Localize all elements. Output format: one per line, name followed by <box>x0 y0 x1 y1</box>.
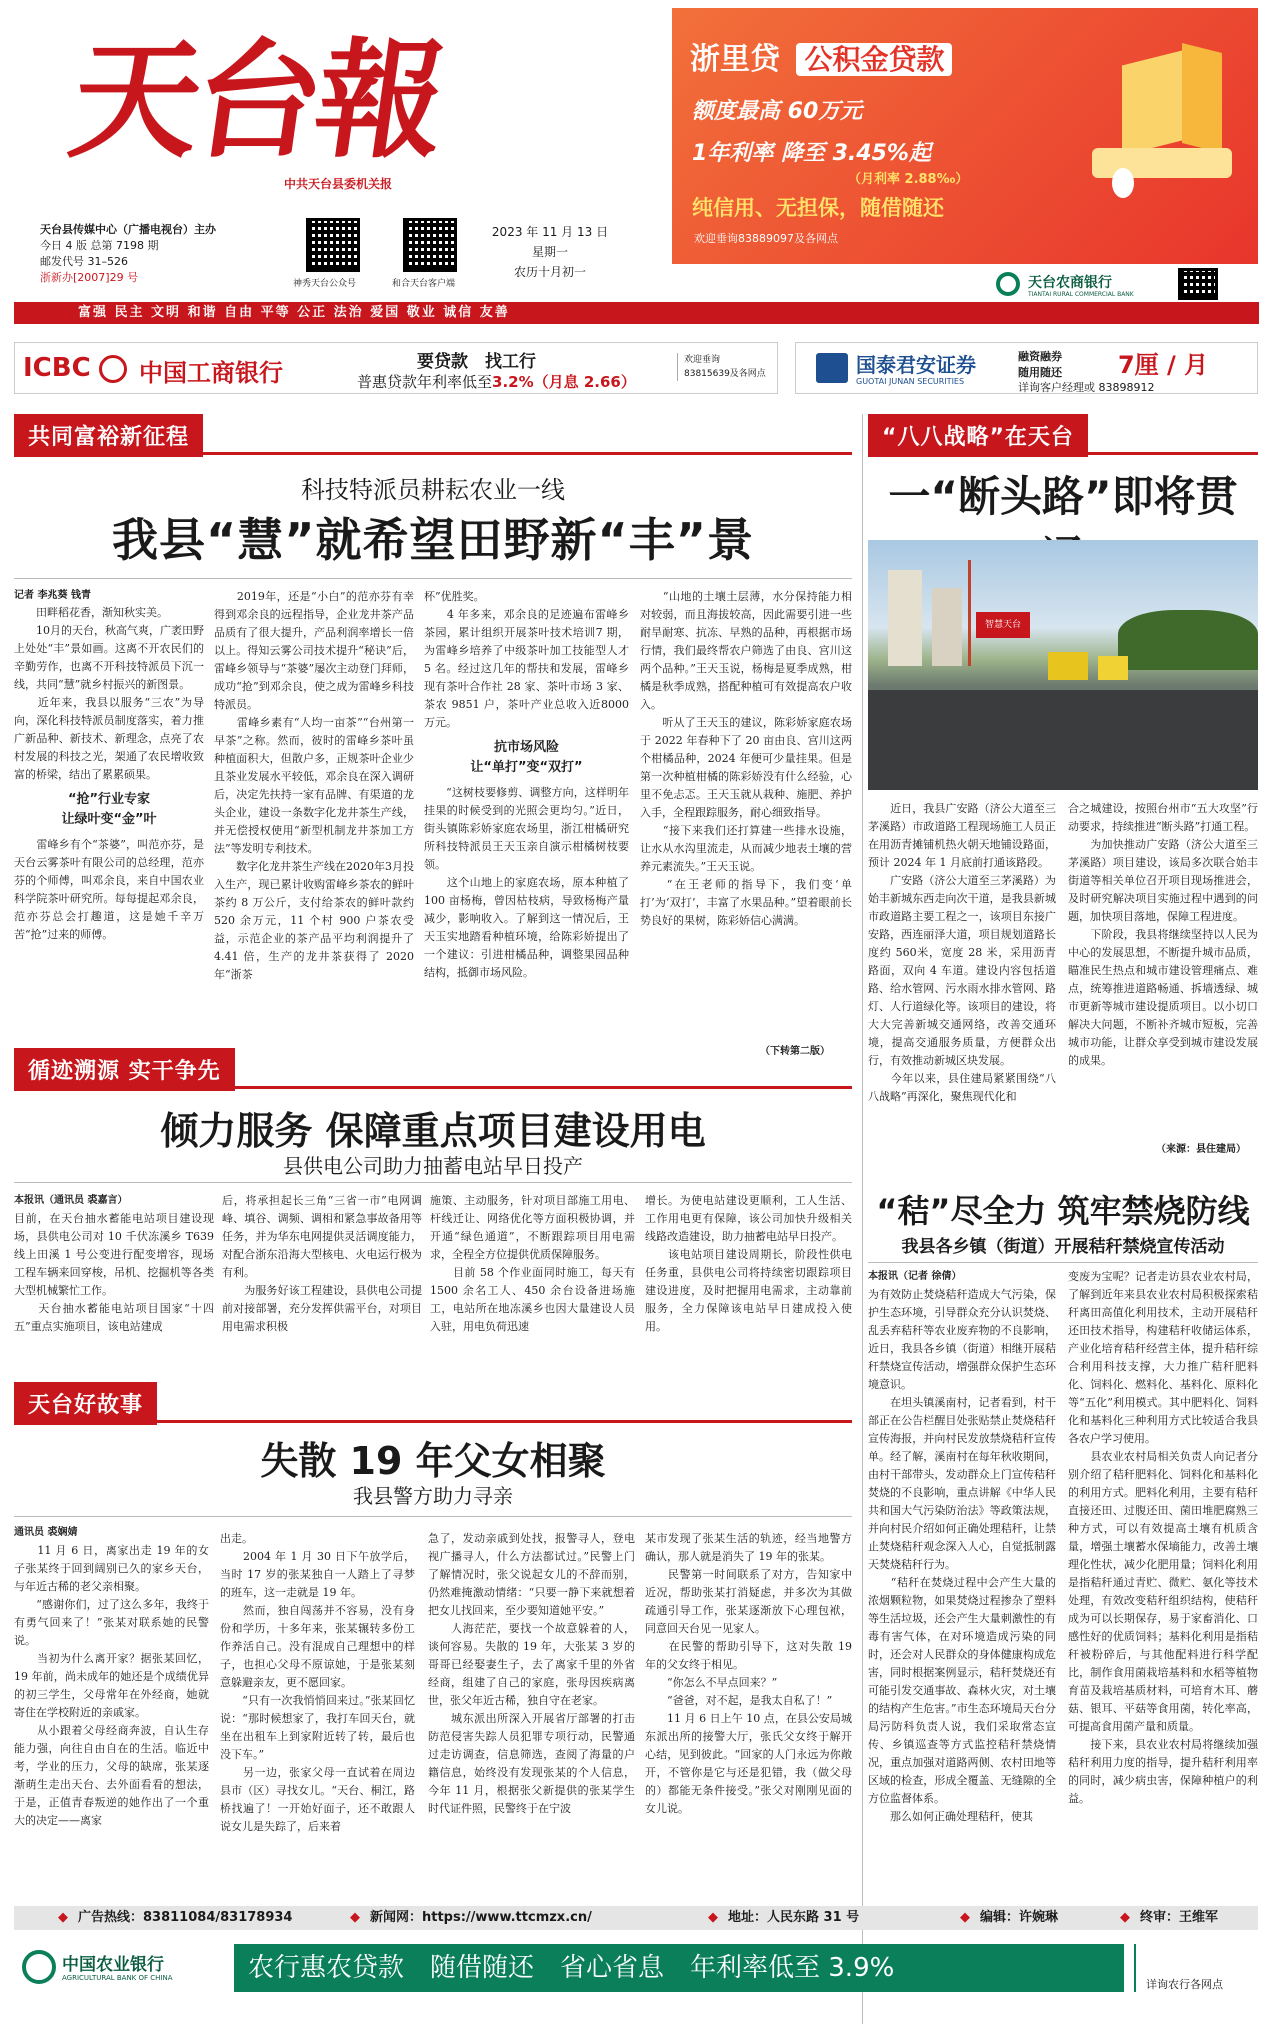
article-column <box>14 1524 209 1894</box>
photo-crane <box>968 560 971 666</box>
article-column <box>428 1530 635 1894</box>
icbc-contact: 欢迎垂询 83815639及各网点 <box>677 353 766 381</box>
article-kicker: 科技特派员耕耘农业一线 <box>301 476 565 504</box>
rural-bank-name: 天台农商银行 <box>1028 275 1112 291</box>
publisher: 天台县传媒中心（广播电视台）主办 <box>40 223 216 236</box>
article-column <box>868 1268 1056 1892</box>
article-headline[interactable]: 一“断头路”即将贯 <box>888 472 1238 521</box>
article-paragraph: 急了，发动亲戚到处找，报警寻人，登电视广播寻人，什么方法都试过。”民警上门了解情况时，张父说起女儿的不辞而别，仍然难掩激动情绪：“只要一静下来就想着把女儿找回来，至少要知道她平安。” 人海茫茫，要找一个故意躲着的人，谈何容易。失散的 19 年，大张某 3 岁的哥哥已经娶妻生子，去了离家千里的外省经商，组建了自己的家庭，张母因疾病离世，张父年近古稀，独自守在老家。 城东派出所深入开展省厅部署的打击防范侵害失踪人员犯罪专项行动，民警通过走访调查，信息筛选，查阅了海量的户籍信息，始终没有发现张某的个人信息，今年 11 月，根据张父新提供的张某学生时代证件照，民警终于在宁波 <box>428 1532 635 1815</box>
article-paragraph: 杯”优胜奖。 4 年多来，邓余良的足迹遍布雷峰乡茶园，累计组织开展茶叶技术培训7 期，为雷峰乡培养了中级茶叶加工技能型人才 5 名。经过这几年的帮扶和发展，雷峰乡现有茶叶合作社 28 家、茶叶市场 3 家、茶农 9851 户，茶叶产业总收入近8000 万元。 <box>424 590 629 729</box>
date: 2023 年 11 月 13 日 <box>491 225 609 239</box>
divider <box>14 1516 852 1517</box>
footer-address: 地址：人民东路 31 号 <box>728 1910 860 1925</box>
weekday: 星期一 <box>531 245 568 259</box>
article-source: （来源：县住建局） <box>1156 1144 1246 1155</box>
section-rule <box>14 452 852 455</box>
icbc-ad[interactable] <box>14 342 778 394</box>
article-headline[interactable]: 倾力服务 保障重点项目建设用电 <box>160 1109 706 1153</box>
article-paragraph: 合之城建设，按照台州市“五大攻坚”行动要求，持续推进“断头路”打通工程。 为加快推动广安路（济公大道至三茅溪路）项目建设，该局多次联合始丰街道等相关单位召开项目现场推进会，及时研究解决项目实施过程中遇到的问题，加快项目落地，保障工程进度。 下阶段，我县将继续坚持以人民为中心的发展思想，不断提升城市品质，瞄准民生热点和城市建设管理痛点、难点，统筹推进道路畅通、拆墙透绿、城市更新等城市建设提质项目。以小切口解决大问题，不断补齐城市短板，完善城市功能，让群众享受到城市建设发展的成果。 <box>1068 802 1258 1067</box>
section-tag: 循迹溯源 实干争先 <box>14 1048 235 1091</box>
column-divider <box>862 414 863 2024</box>
article-byline: 记者 李兆葵 钱青 <box>14 590 91 601</box>
article-paragraph: 田畔稻花香，渐知秋实美。 10月的天台，秋高气爽，广袤田野上处处“丰”景如画。这离不开农民们的辛勤劳作，也离不开科技特派员下沉一线，共同“慧”就乡村振兴的新图景。 近年来，我县以服务“三农”为导向，深化科技特派员制度落实，着力推广新品种、新技术、新理念，点亮了农村发展的科技之光，架通了农民增收致富的桥梁，结出了累累硕果。 <box>14 606 204 781</box>
photo-road <box>868 690 1258 790</box>
article-paragraph: 11 月 6 日，离家出走 19 年的女子张某终于回到阔别已久的家乡天台，与年近古稀的老父亲相聚。 “感谢你们，过了这么多年，我终于有勇气回来了！”张某对联系她的民警说。 当初为什么离开家？据张某回忆，19 年前，尚未成年的她还是个成绩优异的初三学生，父母常年在外经商，她就寄住在学校附近的亲戚家。 从小跟着父母经商奔波，自认生存能力强，向往自由自在的生活。临近中考，学业的压力，父母的缺席，张某逐渐萌生走出天台、去外面看看的想法，于是，正值青春叛逆的她作出了一个重大的决定——离家 <box>14 1544 209 1827</box>
postal-code: 邮发代号 31–526 <box>40 255 128 268</box>
footer-bar <box>14 1906 1258 1930</box>
ad-brand <box>690 34 952 78</box>
qr-code[interactable] <box>403 218 457 272</box>
edit-icon: ◆ <box>960 1910 970 1925</box>
guotai-ad[interactable] <box>795 342 1258 394</box>
article-column <box>14 604 204 1060</box>
footer-final: 终审：王维军 <box>1140 1910 1219 1925</box>
abc-logo-icon <box>22 1950 56 1984</box>
abc-name-en: AGRICULTURAL BANK OF CHINA <box>62 1974 173 1982</box>
ad-line1: 额度最高 60万元 <box>692 99 863 124</box>
article-paragraph: 变废为宝呢？记者走访县农业农村局，了解到近年来县农业农村局积极探索秸秆离田高值化利用技术，主动开展秸秆还田技术指导，构建秸秆收储运体系，产业化培育秸秆经营主体，提升秸秆综合利用科技支撑，大力推广秸秆肥料化、饲料化、燃料化、基料化、原料化等“五化”利用模式。其中肥料化、饲料化和基料化三种利用方式比较适合我县各农户学习使用。 县农业农村局相关负责人向记者分别介绍了秸秆肥料化、饲料化和基料化的利用方式。肥料化利用，主要有秸秆直接还田、过腹还田、菌田堆肥腐熟三种方式，可以有效提高土壤有机质含量，增强土壤蓄水保墒能力，改善土壤理化性状，减少化肥用量；饲料化利用是指秸秆通过青贮、微贮、氨化等技术处理，有效改变秸秆组织结构，使秸秆成为可以长期保存，易于家畜消化、口感性好的优质饲料；基料化利用是指秸秆被粉碎后，与其他配料进行科学配比，制作食用菌栽培基料和水稻等植物育苗及栽培基质材料，可培育木耳、蘑菇、银耳、平菇等食用菌，转化率高，可提高食用菌产量和质量。 接下来，县农业农村局将继续加强秸秆利用力度的指导，提升秸秆利用率的同时，减少病虫害，保障种植户的利益。 <box>1068 1270 1258 1805</box>
edition: 今日 4 版 总第 7198 期 <box>40 239 159 252</box>
photo-paver <box>1048 652 1088 680</box>
photo-building <box>932 588 962 666</box>
photo-roller <box>1098 656 1128 680</box>
ad-product: 公积金贷款 <box>796 43 952 76</box>
guotai-logo-icon <box>816 353 848 383</box>
article-paragraph: “这树枝要修剪、调整方向，这样明年挂果的时候受到的光照会更均匀。”近日，街头镇陈彩娇家庭农场里，浙江柑橘研究所科技特派员王天玉亲自演示柑橘树枝要领。 这个山地上的家庭农场，原本种植了 100 亩杨梅，曾因枯枝病，导致杨梅产量减少，影响收入。了解到这一情况后，王天玉实地踏看种植环境，给陈彩娇提出了一个建议：引进柑橘品种，调整果园品种结构，抵御市场风险。 <box>424 786 629 979</box>
photo-building <box>888 570 922 666</box>
article-paragraph: 雷峰乡有个“茶婆”，叫范亦芬，是天台云雾茶叶有限公司的总经理，范亦芬的个师傅，叫邓余良，来自中国农业科学院茶叶研究所。每每提起邓余良，范亦芬总会打趣道，这是她千辛万苦“抢”过来的师傅。 <box>14 838 204 941</box>
section-rule <box>14 1086 852 1089</box>
guotai-name: 国泰君安证券 <box>856 353 976 377</box>
ad-brand-name: 浙里贷 <box>690 42 780 77</box>
footer-news-net[interactable]: 新闻网：https://www.ttcmzx.cn/ <box>370 1910 592 1925</box>
building-illustration <box>1092 48 1232 198</box>
article-column <box>214 588 414 1060</box>
article-subhead: 抗市场风险 让“单打”变“双打” <box>470 740 583 775</box>
continue-note[interactable]: （下转第二版） <box>760 1046 830 1057</box>
guotai-name-en: GUOTAI JUNAN SECURITIES <box>856 377 965 386</box>
icbc-rate-line <box>357 371 636 392</box>
article-paragraph: 增长。为使电站建设更顺利，工人生活、工作用电更有保障，该公司加快升级相关线路改造建设，助力抽蓄电站早日投产。 该电站项目建设周期长，阶段性供电任务重，县供电公司将持续密切跟踪项目建设进度，及时把握用电需求，主动靠前服务，全力保障该电站早日建成投入使用。 <box>645 1194 852 1333</box>
article-paragraph: 目前，在天台抽水蓄能电站项目建设现场，县供电公司对 10 千伏冻溪乡 T639 线上田溪 1 号公变进行配变增容，现场工程车辆来回穿梭，吊机、挖掘机等各类大型机械繁忙工作。 天台抽水蓄能电站项目国家“十四五”重点实施项目，该电站建成 <box>14 1212 214 1333</box>
section-tag: 共同富裕新征程 <box>14 414 203 457</box>
newspaper-title: 天台報 <box>61 26 450 176</box>
article-column <box>1068 800 1258 1140</box>
article-paragraph: 出走。 2004 年 1 月 30 日下午放学后，当时 17 岁的张某独自一人踏上了寻梦的班车，这一走就是 19 年。 然而，独自闯荡并不容易，没有身份和学历，十多年来，张某辗转多份工作养活自己。没有混成自己理想中的样子，也担心父母不原谅她，于是张某刻意躲避亲友，更不愿回家。 “只有一次我悄悄回来过。”张某回忆说：“那时候想家了，我打车回天台，就坐在出租车上到家附近转了转，最后也没下车。” 另一边，张家父母一直试着在周边县市（区）寻找女儿。“天台、桐江，路桥找遍了！一开始好面子，还不敢跟人说女儿是失踪了，后来着 <box>220 1532 415 1833</box>
divider <box>14 1182 852 1183</box>
issue-date <box>490 222 610 282</box>
article-paragraph: 2019年，还是“小白”的范亦芬有幸得到邓余良的远程指导，企业龙井茶产品品质有了很大提升，产品利润率增长一倍以上。得知云雾公司技术提升“秘诀”后，雷峰乡领导与“茶婆”屡次主动登门拜师，成功“抢”到邓余良，使之成为雷峰乡科技特派员。 雷峰乡素有“人均一亩茶”“台州第一早茶”之称。然而，彼时的雷峰乡茶叶虽种植面积大，但散户多，正规茶叶企业少且茶业发展水平较低，邓余良在深入调研后，决定先扶持一家有品牌、有渠道的龙头企业，建设一条数字化龙井茶生产线，并无偿授权使用“新型机制龙井茶加工方法”等发明专利技术。 数字化龙井茶生产线在2020年3月投入生产，现已累计收购雷峰乡茶农的鲜叶茶约 8 万公斤，支付给茶农的鲜叶款约 520 余万元，11 个村 900 户茶农受益，示范企业的茶产品平均利润提升了 4.41 倍，生产的龙井茶获得了 2020 年“浙茶 <box>214 590 414 981</box>
article-headline[interactable]: “秸”尽全力 筑牢禁烧防线 <box>876 1192 1250 1230</box>
article-subtitle: 县供电公司助力抽蓄电站早日投产 <box>283 1154 583 1178</box>
loan-ad[interactable] <box>672 8 1258 264</box>
phone-icon: ◆ <box>58 1910 68 1925</box>
ad-line2: 1年利率 降至 3.45%起 <box>692 141 931 166</box>
web-icon: ◆ <box>350 1910 360 1925</box>
icbc-logo-icon <box>99 355 127 383</box>
icbc-slogan: 要贷款 找工行 <box>417 352 536 372</box>
divider <box>14 578 852 579</box>
article-column <box>868 800 1056 1140</box>
values-banner: 富强 民主 文明 和谐 自由 平等 公正 法治 爱国 敬业 诚信 友善 <box>14 302 1259 324</box>
final-icon: ◆ <box>1120 1910 1130 1925</box>
article-column <box>220 1530 415 1894</box>
ad-divider <box>1134 1944 1136 1992</box>
article-column <box>645 1530 852 1894</box>
ad-line3: 纯信用、无担保，随借随还 <box>692 196 944 220</box>
ad-hotline: 欢迎垂询83889097及各网点 <box>694 232 838 245</box>
icbc-rate: 3.2%（月息 2.66） <box>492 373 636 391</box>
article-column <box>14 1192 214 1362</box>
article-paragraph: 后，将承担起长三角“三省一市”电网调峰、填谷、调频、调相和紧急事故备用等任务，并为华东电网提供灵活调度能力，对配合浙东沿海大型核电、火电运行极为有利。 为服务好该工程建设，县供电公司提前对接部署，充分发挥供需平台，对项目用电需求积极 <box>222 1194 422 1333</box>
article-column <box>430 1192 635 1362</box>
icbc-name: 中国工商银行 <box>139 359 283 387</box>
license: 浙新办[2007]29 号 <box>40 271 139 284</box>
article-headline[interactable]: 失散 19 年父女相聚 <box>260 1439 606 1483</box>
rural-bank-logo <box>996 272 1020 296</box>
article-column <box>222 1192 422 1362</box>
road-photo[interactable] <box>868 540 1258 790</box>
guotai-contact: 详询客户经理或 83898912 <box>1018 381 1155 394</box>
article-subhead: “抢”行业专家 让绿叶变“金”叶 <box>61 792 157 827</box>
publisher-info <box>40 222 300 286</box>
abc-slogan: 农行惠农贷款 随借随还 省心省息 年利率低至 3.9% <box>234 1944 1124 1992</box>
divider <box>868 1262 1258 1263</box>
article-headline[interactable]: 我县“慧”就希望田野新“丰”景 <box>112 513 754 567</box>
guotai-rate: 7厘 / 月 <box>1118 351 1209 379</box>
abc-ad[interactable] <box>14 1938 1258 1998</box>
guotai-service: 融资融券 随用随还 <box>1018 350 1062 379</box>
lunar-date: 农历十月初一 <box>513 265 586 279</box>
article-paragraph: 为有效防止焚烧秸秆造成大气污染，保护生态环境，引导群众充分认识焚烧、乱丢弃秸秆等农业废弃物的不良影响，近日，我县各乡镇（街道）相继开展秸秆禁烧宣传活动，增强群众保护生态环境意识。 在坦头镇溪南村，记者看到，村干部正在公告栏醒目处张贴禁止焚烧秸秆宣传海报，并向村民发放禁烧秸秆宣传单。经了解，溪南村在每年秋收期间，由村干部带头，发动群众上门宣传秸秆焚烧的不良影响，重点讲解《中华人民共和国大气污染防治法》等政策法规，并向村民介绍如何正确处理秸秆，让禁止焚烧秸秆观念深入人心，自觉抵制露天焚烧秸秆行为。 “秸秆在焚烧过程中会产生大量的浓烟颗粒物，如果焚烧过程掺杂了塑料等生活垃圾，还会产生大量刺激性的有毒有害气体，在对环境造成污染的同时，还会对人民群众的身体健康构成危害，同时根据案例显示，秸秆焚烧还有可能引发交通事故、森林火灾，对土壤的结构产生危害。”市生态环境局天台分局污防科负责人说，我们采取常态宣传、乡镇巡查等方式监控秸秆禁烧情况，重点加强对道路两侧、农村田地等区域的检查，形成全覆盖、无缝隙的全方位监督体系。 那么如何正确处理秸秆，使其 <box>868 1288 1056 1823</box>
article-column <box>640 588 852 1040</box>
article-byline: 本报讯（记者 徐倩） <box>868 1271 962 1282</box>
article-paragraph: “山地的土壤土层薄，水分保持能力相对较弱，而且海拔较高，因此需要引进一些耐旱耐寒、抗冻、早熟的品种，再根据市场行情，我们最终帮农户筛选了由良、宫川这两个品种。”王天玉说，杨梅是夏季成熟，柑橘是秋季成熟，搭配种植可有效提高农户收入。 听从了王天玉的建议，陈彩娇家庭农场于 2022 年春种下了 20 亩由良、宫川这两个柑橘品种，2024 年便可少量挂果。但是第一次种植柑橘的陈彩娇没有什么经验，心里不免忐忑。王天玉就从栽种、施肥、养护入手，全程跟踪服务，耐心细致指导。 “接下来我们还打算建一些排水设施，让水从水沟里流走，从而减少地表土壤的营养元素流失。”王天玉说。 “在王老师的指导下，我们变‘单打’为‘双打’，丰富了水果品种。”望着眼前长势良好的果树，陈彩娇信心满满。 <box>640 590 852 927</box>
icbc-logo-text: ICBC <box>23 353 91 383</box>
qr-label: 和合天台客户端 <box>392 279 456 289</box>
article-subtitle: 我县各乡镇（街道）开展秸秆禁烧宣传活动 <box>901 1237 1225 1257</box>
address-icon: ◆ <box>708 1910 718 1925</box>
section-rule <box>14 1420 852 1423</box>
photo-sign: 智慧天台 <box>976 612 1030 638</box>
qr-label: 神秀天台公众号 <box>293 279 357 289</box>
newspaper-subtitle: 中共天台县委机关报 <box>284 177 393 191</box>
rural-bank-en: TIANTAI RURAL COMMERCIAL BANK <box>1028 291 1134 298</box>
abc-name: 中国农业银行 <box>62 1955 164 1975</box>
section-rule <box>868 452 1258 455</box>
article-paragraph: 某市发现了张某生活的轨迹，经当地警方确认，那人就是消失了 19 年的张某。 民警第一时间联系了对方，告知家中近况，帮助张某打消疑虑，并多次为其做疏通引导工作，张某逐渐放下心理包袱，同意回天台见一见家人。 在民警的帮助引导下，这对失散 19 年的父女终于相见。 “你怎么不早点回来？” “爸爸，对不起，是我太自私了！” 11 月 6 日上午 10 点，在县公安局城东派出所的接警大厅，张氏父女终于解开心结，见到彼此。“回家的人门永远为你敞开，不管你是它与还是犯错，我（做父母的）都能无条件接受。”张父对刚刚见面的女儿说。 <box>645 1532 852 1815</box>
article-column <box>645 1192 852 1362</box>
qr-code[interactable] <box>1178 268 1218 300</box>
footer-editor: 编辑：许婉琳 <box>980 1910 1059 1925</box>
article-subtitle: 我县警方助力寻亲 <box>353 1484 513 1508</box>
article-column <box>424 588 629 1060</box>
ad-line2b: （月利率 2.88‰） <box>848 172 969 187</box>
icbc-rate-text: 普惠贷款年利率低至 <box>357 373 493 391</box>
abc-contact: 详询农行各网点 <box>1146 1978 1223 1991</box>
article-column <box>1068 1268 1258 1892</box>
qr-code[interactable] <box>306 218 360 272</box>
article-byline: 本报讯（通讯员 裘嘉言） <box>14 1195 128 1206</box>
article-paragraph: 施策、主动服务，针对项目部施工用电、杆线迁让、网络优化等方面积极协调，并开通“绿色通道”，不断跟踪项目用电需求，全程全方位提供优质保障服务。 目前 58 个作业面同时施工，每天有 1500 余名工人、450 余台设备进场施工，电站所在地冻溪乡也因大量建设人员入驻，用电负荷迅速 <box>430 1194 635 1333</box>
footer-ad-hotline: 广告热线：83811084/83178934 <box>78 1910 293 1925</box>
section-tag: “八八战略”在天台 <box>868 414 1088 457</box>
photo-trees <box>1118 610 1258 670</box>
section-tag: 天台好故事 <box>14 1382 157 1425</box>
article-paragraph: 近日，我县广安路（济公大道至三茅溪路）市政道路工程现场施工人员正在用沥青摊铺机热火朝天地铺设路面，预计 2024 年 1 月底前打通该路段。 广安路（济公大道至三茅溪路）为始丰新城东西走向次干道，是我县新城市政道路主要工程之一，该项目东接广安路，西连丽泽大道，项目规划道路长度约 560米，宽度 28 米，采用沥青路面，双向 4 车道。建设内容包括道路、给水管网、污水雨水排水管网、路灯、人行道绿化等。该项目的建设，将大大完善新城交通网络，改善交通环境，提高交通服务质量，方便群众出行，有效推动新城区块发展。 今年以来，县住建局紧紧围绕“八八战略”再深化，聚焦现代化和 <box>868 802 1056 1103</box>
article-byline: 通讯员 裘娴婧 <box>14 1527 78 1538</box>
